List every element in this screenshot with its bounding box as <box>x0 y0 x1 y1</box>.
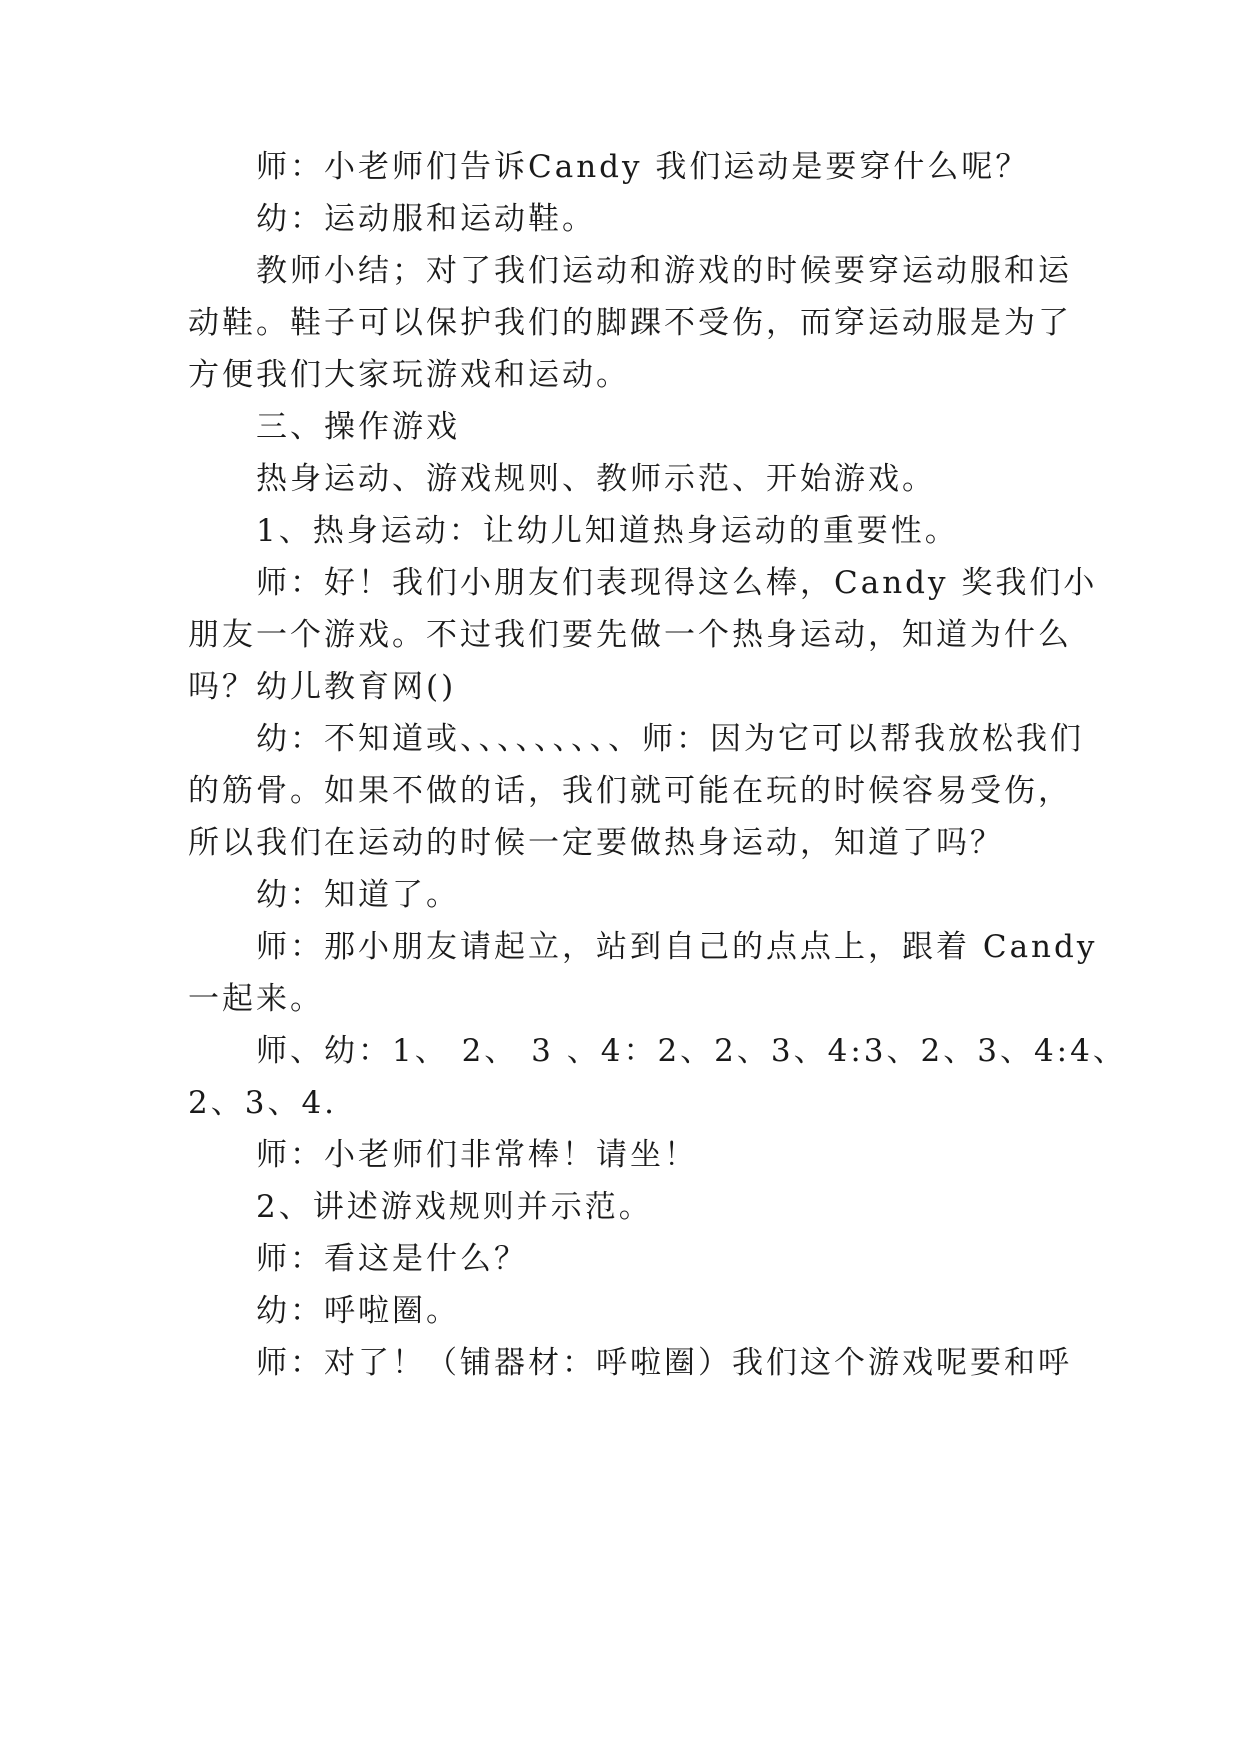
text-line: 2、3、4. <box>188 1085 338 1121</box>
subsection-heading: 1、热身运动：让幼儿知道热身运动的重要性。 <box>256 513 959 549</box>
text-line: 幼：不知道或、、、、、、、、、师：因为它可以帮我放松我们 <box>256 721 1084 757</box>
text-line: 动鞋。鞋子可以保护我们的脚踝不受伤，而穿运动服是为了 <box>188 305 1072 341</box>
text-line: 师：对了！（铺器材：呼啦圈）我们这个游戏呢要和呼 <box>256 1345 1072 1381</box>
text-line: 朋友一个游戏。不过我们要先做一个热身运动，知道为什么 <box>188 617 1072 653</box>
text-line: 一起来。 <box>188 981 324 1017</box>
text-line: 所以我们在运动的时候一定要做热身运动，知道了吗？ <box>188 825 1004 861</box>
text-line: 教师小结；对了我们运动和游戏的时候要穿运动服和运 <box>256 253 1072 289</box>
subsection-heading: 2、讲述游戏规则并示范。 <box>256 1189 653 1225</box>
text-line: 师：那小朋友请起立，站到自己的点点上，跟着 Candy <box>256 929 1098 965</box>
text-line: 幼：运动服和运动鞋。 <box>256 201 596 237</box>
text-line: 师：看这是什么？ <box>256 1241 528 1277</box>
text-line: 的筋骨。如果不做的话，我们就可能在玩的时候容易受伤， <box>188 773 1072 809</box>
section-heading: 三、操作游戏 <box>256 409 460 445</box>
text-line: 方便我们大家玩游戏和运动。 <box>188 357 630 393</box>
text-line: 师：好！我们小朋友们表现得这么棒，Candy 奖我们小 <box>256 565 1098 601</box>
text-line: 师、幼：1、 2、 3 、4：2、2、3、4:3、2、3、4:4、 <box>256 1033 1127 1069</box>
text-line: 幼：呼啦圈。 <box>256 1293 460 1329</box>
text-line: 幼：知道了。 <box>256 877 460 913</box>
text-line: 热身运动、游戏规则、教师示范、开始游戏。 <box>256 461 936 497</box>
text-line: 吗？幼儿教育网() <box>188 669 457 705</box>
text-line: 师：小老师们非常棒！请坐！ <box>256 1137 698 1173</box>
text-line: 师：小老师们告诉Candy 我们运动是要穿什么呢？ <box>256 149 1030 185</box>
